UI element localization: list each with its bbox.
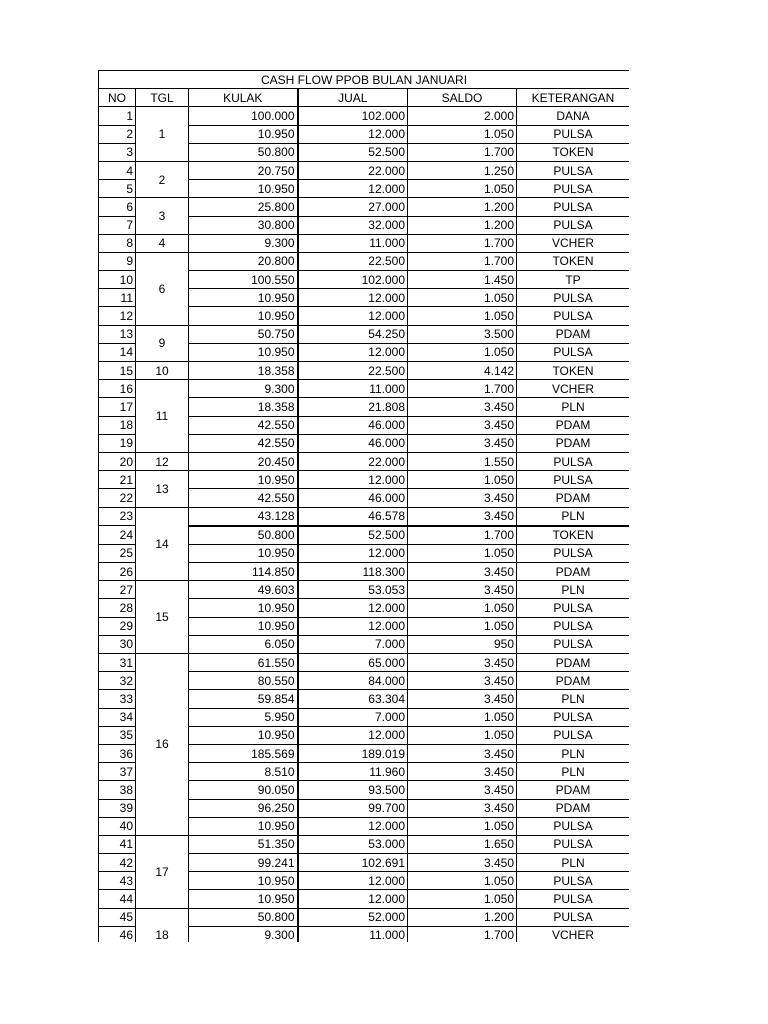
cell-kulak: 18.358 [189,398,298,416]
cell-no: 42 [99,854,136,872]
cell-no: 14 [99,343,136,361]
table-row [99,325,630,343]
table-row [99,252,630,270]
cell-jual: 52.000 [298,908,408,926]
cell-kulak: 10.950 [189,307,298,325]
cell-no: 34 [99,708,136,726]
cell-kulak: 20.750 [189,161,298,179]
cell-tgl: 2 [136,161,189,197]
cell-jual: 12.000 [298,343,408,361]
cell-kulak: 30.800 [189,216,298,234]
cell-saldo: 1.250 [408,161,517,179]
cell-jual: 189.019 [298,744,408,762]
cell-keterangan: PULSA [517,817,630,835]
cell-jual: 102.691 [298,854,408,872]
cell-saldo: 1.550 [408,452,517,470]
cell-jual: 12.000 [298,289,408,307]
cell-kulak: 99.241 [189,854,298,872]
cell-no: 20 [99,452,136,470]
cell-keterangan: VCHER [517,926,630,942]
cell-kulak: 80.550 [189,672,298,690]
cell-jual: 12.000 [298,872,408,890]
cell-jual: 27.000 [298,198,408,216]
cell-no: 6 [99,198,136,216]
cell-jual: 53.053 [298,581,408,599]
cell-no: 16 [99,380,136,398]
cell-no: 26 [99,563,136,581]
cell-no: 2 [99,125,136,143]
cell-keterangan: PDAM [517,799,630,817]
cell-jual: 22.000 [298,161,408,179]
cell-saldo: 1.200 [408,198,517,216]
cell-jual: 22.500 [298,252,408,270]
cell-jual: 118.300 [298,563,408,581]
cell-no: 21 [99,471,136,489]
cell-saldo: 4.142 [408,362,517,380]
cell-jual: 12.000 [298,307,408,325]
cell-kulak: 50.800 [189,908,298,926]
cell-keterangan: PULSA [517,198,630,216]
cell-saldo: 3.450 [408,563,517,581]
cell-keterangan: PULSA [517,289,630,307]
table-row [99,362,630,380]
cell-jual: 46.578 [298,507,408,526]
table-body [99,107,630,942]
cell-kulak: 100.000 [189,107,298,125]
cell-saldo: 2.000 [408,107,517,125]
cell-saldo: 1.700 [408,926,517,942]
cell-kulak: 51.350 [189,835,298,853]
cell-jual: 11.960 [298,763,408,781]
cell-keterangan: PULSA [517,635,630,653]
cell-no: 24 [99,526,136,545]
cell-keterangan: TOKEN [517,143,630,161]
cell-keterangan: TOKEN [517,526,630,545]
cell-tgl: 13 [136,471,189,507]
cell-no: 44 [99,890,136,908]
table-row [99,107,630,125]
cell-jual: 12.000 [298,726,408,744]
cell-no: 15 [99,362,136,380]
header-row [99,89,630,107]
cell-no: 40 [99,817,136,835]
cell-jual: 102.000 [298,107,408,125]
cell-kulak: 42.550 [189,434,298,452]
cell-saldo: 3.450 [408,690,517,708]
header-no: NO [99,89,136,107]
cell-kulak: 61.550 [189,654,298,672]
cell-saldo: 3.450 [408,507,517,526]
cell-kulak: 10.950 [189,872,298,890]
cell-keterangan: DANA [517,107,630,125]
cell-jual: 99.700 [298,799,408,817]
cell-kulak: 18.358 [189,362,298,380]
cell-kulak: 100.550 [189,271,298,289]
cell-tgl: 17 [136,835,189,908]
cell-no: 19 [99,434,136,452]
cell-saldo: 950 [408,635,517,653]
table-title: CASH FLOW PPOB BULAN JANUARI [99,71,630,89]
cell-no: 12 [99,307,136,325]
cell-keterangan: VCHER [517,234,630,252]
cell-saldo: 1.700 [408,252,517,270]
cell-keterangan: PLN [517,690,630,708]
cell-keterangan: PULSA [517,471,630,489]
cell-tgl: 10 [136,362,189,380]
cell-no: 10 [99,271,136,289]
cell-keterangan: PLN [517,398,630,416]
cell-keterangan: PULSA [517,180,630,198]
cell-jual: 22.500 [298,362,408,380]
cell-no: 27 [99,581,136,599]
cell-jual: 32.000 [298,216,408,234]
cell-kulak: 10.950 [189,817,298,835]
cell-jual: 12.000 [298,617,408,635]
cell-saldo: 1.050 [408,817,517,835]
cell-jual: 46.000 [298,434,408,452]
cell-saldo: 3.450 [408,781,517,799]
cell-no: 43 [99,872,136,890]
cell-saldo: 1.050 [408,289,517,307]
cell-jual: 11.000 [298,926,408,942]
title-row [99,71,630,89]
cell-jual: 11.000 [298,380,408,398]
header-tgl: TGL [136,89,189,107]
cell-saldo: 1.700 [408,234,517,252]
cell-saldo: 1.050 [408,726,517,744]
cell-keterangan: PDAM [517,416,630,434]
cell-keterangan: PULSA [517,544,630,562]
cell-tgl: 9 [136,325,189,361]
cell-kulak: 9.300 [189,926,298,942]
cell-no: 45 [99,908,136,926]
cell-kulak: 50.800 [189,526,298,545]
cell-jual: 63.304 [298,690,408,708]
cell-keterangan: PULSA [517,599,630,617]
cell-kulak: 6.050 [189,635,298,653]
cell-keterangan: PDAM [517,563,630,581]
cell-no: 18 [99,416,136,434]
cell-keterangan: PULSA [517,872,630,890]
cell-kulak: 10.950 [189,726,298,744]
header-jual: JUAL [298,89,408,107]
cell-kulak: 43.128 [189,507,298,526]
cell-jual: 52.500 [298,526,408,545]
cell-jual: 102.000 [298,271,408,289]
cell-no: 38 [99,781,136,799]
cell-keterangan: PULSA [517,617,630,635]
cell-jual: 65.000 [298,654,408,672]
cell-jual: 12.000 [298,544,408,562]
cell-jual: 46.000 [298,489,408,507]
cell-kulak: 20.800 [189,252,298,270]
cell-kulak: 20.450 [189,452,298,470]
cell-keterangan: PULSA [517,343,630,361]
cell-saldo: 1.050 [408,471,517,489]
cell-no: 9 [99,252,136,270]
cell-kulak: 10.950 [189,617,298,635]
cell-kulak: 10.950 [189,125,298,143]
cell-kulak: 10.950 [189,289,298,307]
cell-saldo: 1.050 [408,125,517,143]
cell-keterangan: PDAM [517,434,630,452]
cell-jual: 84.000 [298,672,408,690]
cell-saldo: 1.050 [408,708,517,726]
cell-no: 29 [99,617,136,635]
cell-no: 5 [99,180,136,198]
cell-tgl: 6 [136,252,189,325]
cell-no: 30 [99,635,136,653]
cashflow-sheet [98,70,629,942]
cell-kulak: 42.550 [189,489,298,507]
cell-jual: 12.000 [298,599,408,617]
cell-jual: 12.000 [298,817,408,835]
cell-saldo: 3.450 [408,416,517,434]
cell-jual: 22.000 [298,452,408,470]
cell-saldo: 1.050 [408,872,517,890]
cell-kulak: 50.800 [189,143,298,161]
cell-saldo: 3.450 [408,763,517,781]
cell-kulak: 8.510 [189,763,298,781]
table-row [99,471,630,489]
cell-keterangan: PULSA [517,726,630,744]
cell-kulak: 9.300 [189,380,298,398]
cell-kulak: 5.950 [189,708,298,726]
table-row [99,380,630,398]
cell-keterangan: PLN [517,581,630,599]
cell-saldo: 3.450 [408,398,517,416]
table-row [99,908,630,926]
cell-tgl: 14 [136,507,189,581]
cell-kulak: 10.950 [189,890,298,908]
cell-no: 31 [99,654,136,672]
cell-saldo: 1.650 [408,835,517,853]
cell-keterangan: PULSA [517,890,630,908]
cell-no: 7 [99,216,136,234]
cell-no: 3 [99,143,136,161]
cell-keterangan: TOKEN [517,362,630,380]
cell-tgl: 1 [136,107,189,162]
cell-tgl: 11 [136,380,189,453]
cell-jual: 93.500 [298,781,408,799]
cell-no: 39 [99,799,136,817]
cell-saldo: 1.050 [408,890,517,908]
cell-keterangan: PULSA [517,216,630,234]
cell-saldo: 3.450 [408,744,517,762]
header-kulak: KULAK [189,89,298,107]
cell-jual: 7.000 [298,708,408,726]
cell-saldo: 1.200 [408,908,517,926]
table-row [99,198,630,216]
header-keterangan: KETERANGAN [517,89,630,107]
cell-no: 25 [99,544,136,562]
cell-keterangan: PDAM [517,781,630,799]
cell-kulak: 185.569 [189,744,298,762]
cell-no: 4 [99,161,136,179]
cell-jual: 12.000 [298,125,408,143]
cell-keterangan: PLN [517,854,630,872]
cell-no: 11 [99,289,136,307]
cell-no: 8 [99,234,136,252]
cell-saldo: 1.050 [408,544,517,562]
cell-saldo: 3.450 [408,489,517,507]
cell-no: 37 [99,763,136,781]
cell-no: 46 [99,926,136,942]
cell-kulak: 25.800 [189,198,298,216]
cell-tgl: 16 [136,654,189,836]
cell-kulak: 9.300 [189,234,298,252]
cell-jual: 53.000 [298,835,408,853]
table-row [99,161,630,179]
cell-saldo: 1.050 [408,180,517,198]
cell-no: 35 [99,726,136,744]
cell-no: 28 [99,599,136,617]
cell-kulak: 10.950 [189,544,298,562]
cell-keterangan: PLN [517,507,630,526]
cell-keterangan: PULSA [517,452,630,470]
cell-jual: 11.000 [298,234,408,252]
cell-saldo: 1.700 [408,143,517,161]
cell-jual: 52.500 [298,143,408,161]
cell-jual: 46.000 [298,416,408,434]
cell-keterangan: PULSA [517,835,630,853]
cell-keterangan: PLN [517,744,630,762]
table-row [99,234,630,252]
cell-saldo: 1.050 [408,617,517,635]
cell-saldo: 3.500 [408,325,517,343]
table-row [99,507,630,526]
cell-kulak: 42.550 [189,416,298,434]
cell-saldo: 1.200 [408,216,517,234]
cell-kulak: 90.050 [189,781,298,799]
cell-jual: 54.250 [298,325,408,343]
cell-keterangan: PULSA [517,125,630,143]
cell-saldo: 1.050 [408,343,517,361]
cell-no: 13 [99,325,136,343]
cell-saldo: 3.450 [408,581,517,599]
cell-saldo: 1.450 [408,271,517,289]
cell-saldo: 3.450 [408,799,517,817]
table-row [99,452,630,470]
cell-jual: 7.000 [298,635,408,653]
cell-keterangan: PLN [517,763,630,781]
cell-keterangan: PDAM [517,489,630,507]
cell-keterangan: PDAM [517,325,630,343]
cell-keterangan: PULSA [517,307,630,325]
cashflow-table [98,70,629,942]
cell-kulak: 59.854 [189,690,298,708]
cell-saldo: 1.700 [408,380,517,398]
table-row [99,581,630,599]
cell-jual: 12.000 [298,890,408,908]
cell-keterangan: VCHER [517,380,630,398]
cell-saldo: 3.450 [408,854,517,872]
cell-no: 17 [99,398,136,416]
cell-no: 22 [99,489,136,507]
cell-saldo: 1.700 [408,526,517,545]
table-row [99,835,630,853]
cell-kulak: 10.950 [189,343,298,361]
cell-kulak: 10.950 [189,180,298,198]
cell-no: 36 [99,744,136,762]
cell-keterangan: PDAM [517,672,630,690]
cell-jual: 12.000 [298,180,408,198]
cell-saldo: 3.450 [408,654,517,672]
cell-keterangan: PULSA [517,708,630,726]
cell-saldo: 3.450 [408,672,517,690]
cell-kulak: 10.950 [189,599,298,617]
cell-jual: 12.000 [298,471,408,489]
cell-tgl: 3 [136,198,189,234]
cell-kulak: 96.250 [189,799,298,817]
cell-kulak: 50.750 [189,325,298,343]
header-saldo: SALDO [408,89,517,107]
cell-tgl: 15 [136,581,189,654]
cell-keterangan: TP [517,271,630,289]
cell-keterangan: TOKEN [517,252,630,270]
cell-saldo: 1.050 [408,599,517,617]
cell-keterangan: PULSA [517,161,630,179]
cell-no: 33 [99,690,136,708]
cell-kulak: 49.603 [189,581,298,599]
cell-tgl: 18 [136,908,189,942]
cell-keterangan: PULSA [517,908,630,926]
cell-kulak: 114.850 [189,563,298,581]
cell-no: 32 [99,672,136,690]
cell-no: 41 [99,835,136,853]
cell-saldo: 1.050 [408,307,517,325]
cell-kulak: 10.950 [189,471,298,489]
cell-jual: 21.808 [298,398,408,416]
cell-saldo: 3.450 [408,434,517,452]
cell-keterangan: PDAM [517,654,630,672]
cell-no: 1 [99,107,136,125]
cell-tgl: 12 [136,452,189,470]
table-row [99,654,630,672]
cell-tgl: 4 [136,234,189,252]
cell-no: 23 [99,507,136,526]
